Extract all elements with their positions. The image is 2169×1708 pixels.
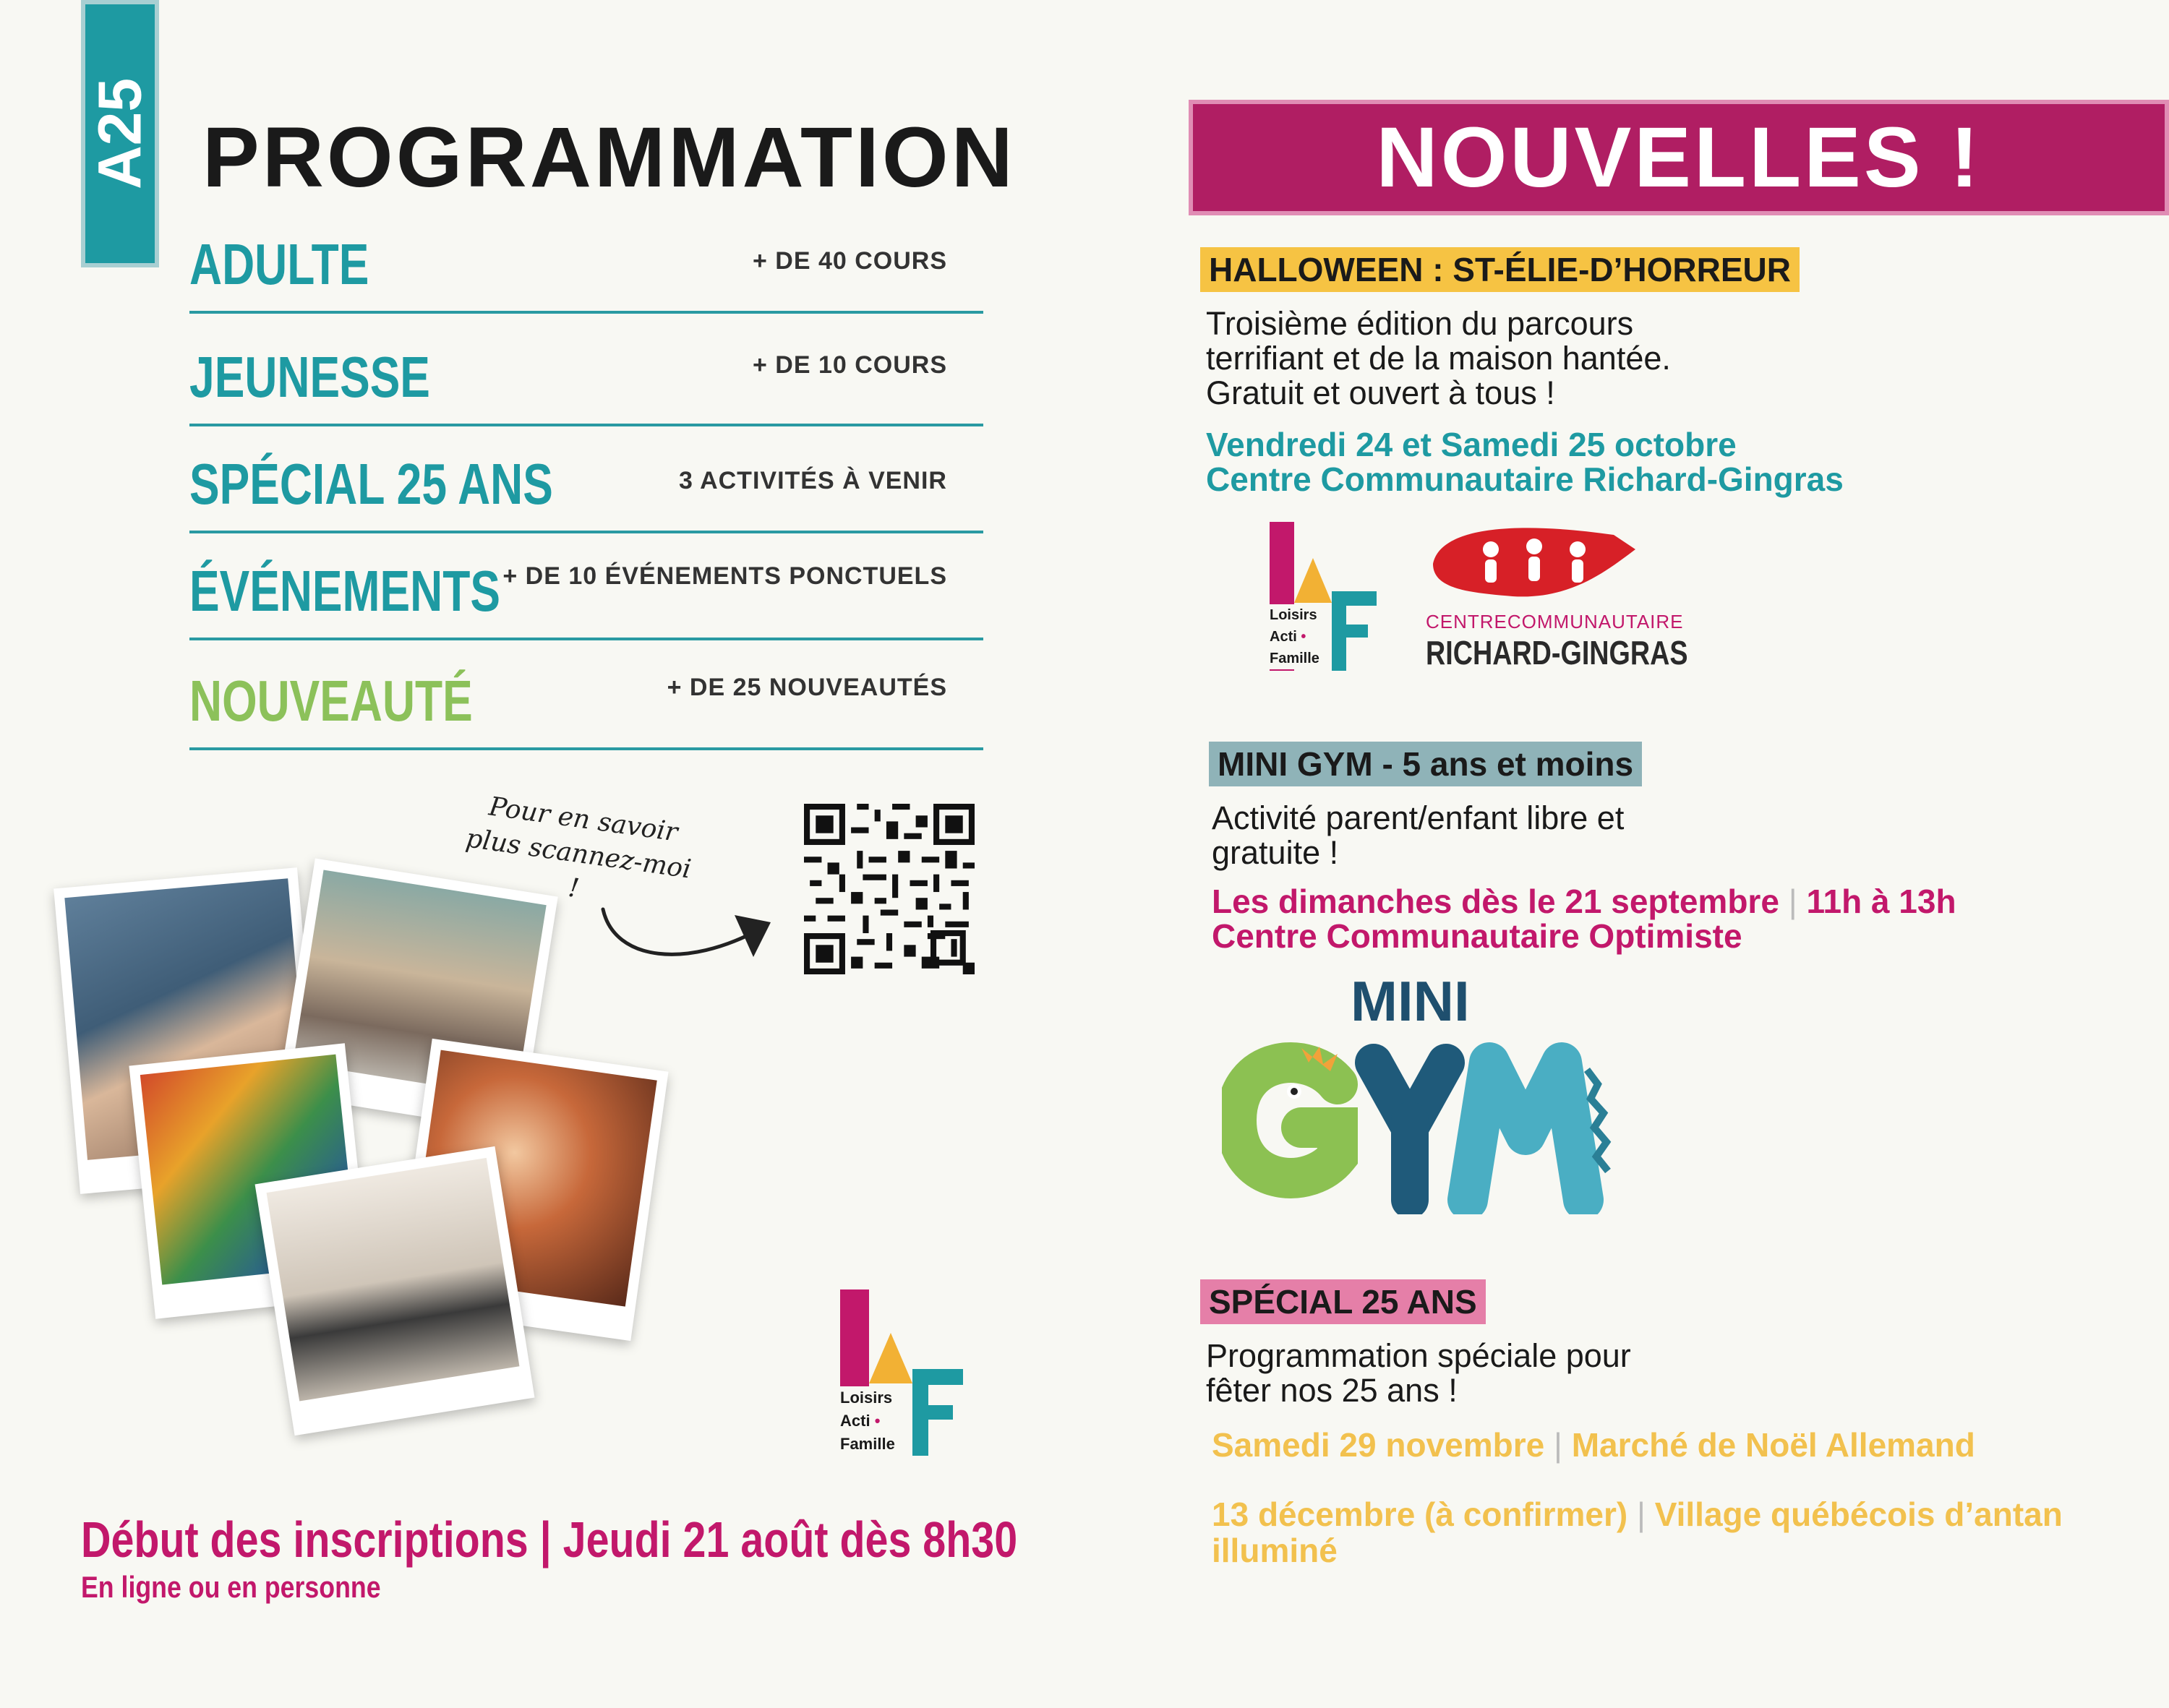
halloween-date: Vendredi 24 et Samedi 25 octobre [1206,426,1737,463]
program-row-adulte [189,204,983,314]
ccrg-line2: RICHARD-GINGRAS [1426,634,1688,671]
arrow-icon [593,896,781,976]
program-row-evenements [189,531,983,640]
program-count: + DE 10 ÉVÉNEMENTS PONCTUELS [502,562,947,590]
logo-text: Loisirs Acti • Famille [840,1386,898,1456]
registration-mode: En ligne ou en personne [81,1570,381,1604]
program-row-special [189,424,983,533]
program-category: ADULTE [189,232,369,296]
halloween-description: Troisième édition du parcours terrifiant et de la maison hantée. Gratuit et ouvert à tous ! [1206,305,1671,411]
minigym-logo-text: MINI [1351,969,1470,1033]
program-category: ÉVÉNEMENTS [189,559,500,623]
nouvelles-title: NOUVELLES ! [1376,110,1982,205]
ccrg-logo [1426,520,1686,672]
loisirs-acti-famille-logo [840,1289,963,1456]
minigym-heading: MINI GYM - 5 ans et moins [1209,742,1642,786]
photo-dance-class [255,1146,535,1436]
program-category: JEUNESSE [189,345,430,409]
nouvelles-banner [1189,100,2169,215]
program-category: SPÉCIAL 25 ANS [189,452,553,516]
scan-note: Pour en savoir plus scannez-moi ! [463,791,693,904]
halloween-heading: HALLOWEEN : ST-ÉLIE-D’HORREUR [1200,247,1800,292]
programmation-title: PROGRAMMATION [202,110,1016,205]
dino-letters-icon [1222,1041,1656,1214]
loisirs-acti-famille-logo [1270,522,1377,671]
ccrg-line1: CENTRECOMMUNAUTAIRE [1426,611,1684,632]
minigym-description: Activité parent/enfant libre et gratuite ! [1212,799,1625,871]
program-count: + DE 25 NOUVEAUTÉS [667,674,947,701]
special-event-2: 13 décembre (à confirmer) | Village québécois d’antan illuminé [1212,1495,2063,1569]
halloween-place: Centre Communautaire Richard-Gingras [1206,460,1844,498]
logo-text: Loisirs Acti • Famille [1270,604,1322,669]
special-description: Programmation spéciale pour fêter nos 25 ans ! [1206,1337,1631,1409]
registration-date: Début des inscriptions | Jeudi 21 août dès 8h30 [81,1511,1018,1568]
people-icon [1426,520,1643,607]
program-count: + DE 10 COURS [752,351,947,379]
program-row-jeunesse [189,317,983,426]
program-count: + DE 40 COURS [752,247,947,275]
minigym-logo [1222,969,1656,1214]
a25-tag [81,0,159,267]
program-row-nouveaute [189,640,983,750]
a25-tag-label: A25 [85,77,154,190]
special-event-1: Samedi 29 novembre | Marché de Noël Allemand [1212,1426,1975,1464]
minigym-schedule: Les dimanches dès le 21 septembre | 11h à 13h [1212,883,1956,920]
qr-code[interactable] [804,804,975,974]
program-category: NOUVEAUTÉ [189,669,473,733]
program-count: 3 ACTIVITÉS À VENIR [678,467,947,494]
special-heading: SPÉCIAL 25 ANS [1200,1279,1486,1324]
minigym-place: Centre Communautaire Optimiste [1212,917,1742,955]
